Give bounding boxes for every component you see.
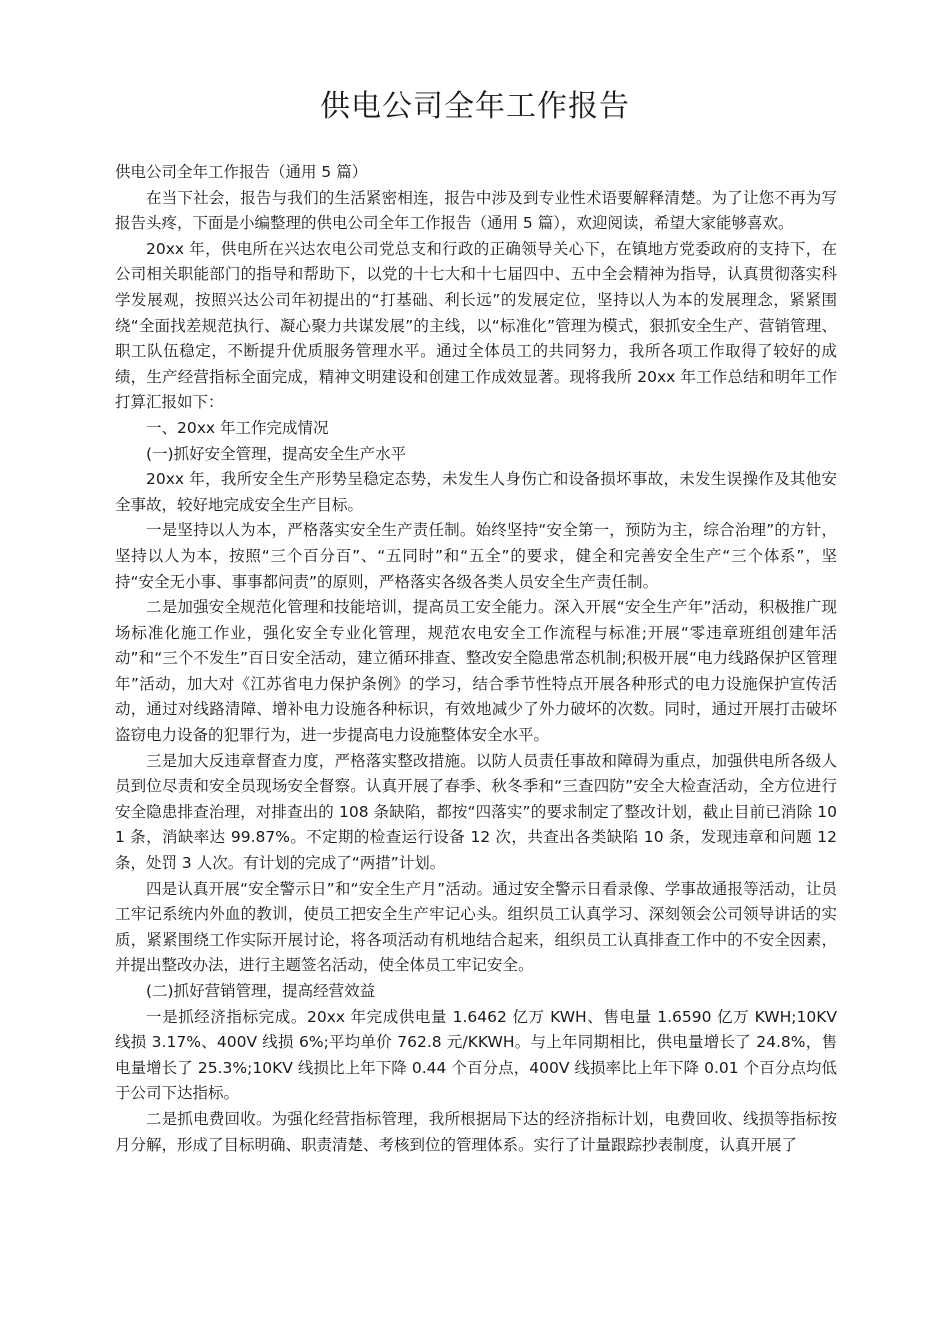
marketing-point-1-paragraph: 一是抓经济指标完成。20xx 年完成供电量 1.6462 亿万 KWH、售电量 1.6590 亿万 KWH;10KV 线损 3.17%、400V 线损 6%;平均单价 762.8 元/KKWH。与上年同期相比，供电量增长了 24.8%，售电量增长了 25.3%;10KV 线损比上年下降 0.44 个百分点，400V 线损率比上年下降 0.01 个百分点均低于公司下达指标。 (115, 1007, 837, 1103)
marketing-point-2-paragraph: 二是抓电费回收。为强化经营指标管理，我所根据局下达的经济指标计划，电费回收、线损等指标按月分解，形成了目标明确、职责清楚、考核到位的管理体系。实行了计量跟踪抄表制度，认真开展了 (115, 1109, 837, 1154)
intro-paragraph: 在当下社会，报告与我们的生活紧密相连，报告中涉及到专业性术语要解释清楚。为了让您不再为写报告头疼，下面是小编整理的供电公司全年工作报告（通用 5 篇），欢迎阅读，希望大家能够喜欢。 (115, 188, 837, 233)
document-subtitle: 供电公司全年工作报告（通用 5 篇） (115, 163, 368, 181)
safety-point-2-paragraph: 二是加强安全规范化管理和技能培训，提高员工安全能力。深入开展“安全生产年”活动，积极推广现场标准化施工作业，强化安全专业化管理，规范农电安全工作流程与标准;开展“零违章班组创建年活动”和“三个不发生”百日安全活动，建立循环排查、整改安全隐患常态机制;积极开展“电力线路保护区管理年”活动，加大对《江苏省电力保护条例》的学习，结合季节性特点开展各种形式的电力设施保护宣传活动，通过对线路清障、增补电力设施各种标识，有效地减少了外力破坏的次数。同时，通过开展打击破坏盗窃电力设备的犯罪行为，进一步提高电力设施整体安全水平。 (115, 598, 837, 745)
safety-point-3-paragraph: 三是加大反违章督查力度，严格落实整改措施。以防人员责任事故和障碍为重点，加强供电所各级人员到位尽责和安全员现场安全督察。认真开展了春季、秋冬季和“三查四防”安全大检查活动，全方位进行安全隐患排查治理，对排查出的 108 条缺陷，都按“四落实”的要求制定了整改计划，截止目前已消除 101 条，消缺率达 99.87%。不定期的检查运行设备 12 次，共查出各类缺陷 10 条，发现违章和问题 12 条，处罚 3 人次。有计划的完成了“两措”计划。 (115, 751, 837, 873)
overview-paragraph: 20xx 年，供电所在兴达农电公司党总支和行政的正确领导关心下，在镇地方党委政府的支持下，在公司相关职能部门的指导和帮助下，以党的十七大和十七届四中、五中全会精神为指导，认真贯彻落实科学发展观，按照兴达公司年初提出的“打基础、利长远”的发展定位，坚持以人为本的发展理念，紧紧围绕“全面找差规范执行、凝心聚力共谋发展”的主线，以“标准化”管理为模式，狠抓安全生产、营销管理、职工队伍稳定，不断提升优质服务管理水平。通过全体员工的共同努力，我所各项工作取得了较好的成绩，生产经营指标全面完成，精神文明建设和创建工作成效显著。现将我所 20xx 年工作总结和明年工作打算汇报如下： (115, 239, 837, 412)
document-body (115, 160, 837, 1158)
section-heading-1: 一、20xx 年工作完成情况 (146, 418, 329, 437)
document-title: 供电公司全年工作报告 (320, 89, 630, 124)
subsection-heading-marketing: (二)抓好营销管理，提高经营效益 (146, 982, 376, 1000)
safety-summary-paragraph: 20xx 年，我所安全生产形势呈稳定态势，未发生人身伤亡和设备损坏事故，未发生误操作及其他安全事故，较好地完成安全生产目标。 (115, 470, 837, 514)
subsection-heading-safety: (一)抓好安全管理，提高安全生产水平 (146, 444, 407, 463)
safety-point-1-paragraph: 一是坚持以人为本，严格落实安全生产责任制。始终坚持“安全第一，预防为主，综合治理”的方针，坚持以人为本，按照“三个百分百”、“五同时”和“五全”的要求，健全和完善安全生产“三个体系”，坚持“安全无小事、事事都问责”的原则，严格落实各级各类人员安全生产责任制。 (115, 521, 837, 591)
safety-point-4-paragraph: 四是认真开展“安全警示日”和“安全生产月”活动。通过安全警示日看录像、学事故通报等活动，让员工牢记系统内外血的教训，使员工把安全生产牢记心头。组织员工认真学习、深刻领会公司领导讲话的实质，紧紧围绕工作实际开展讨论，将各项活动有机地结合起来，组织员工认真排查工作中的不安全因素，并提出整改办法，进行主题签名活动，使全体员工牢记安全。 (115, 879, 837, 975)
